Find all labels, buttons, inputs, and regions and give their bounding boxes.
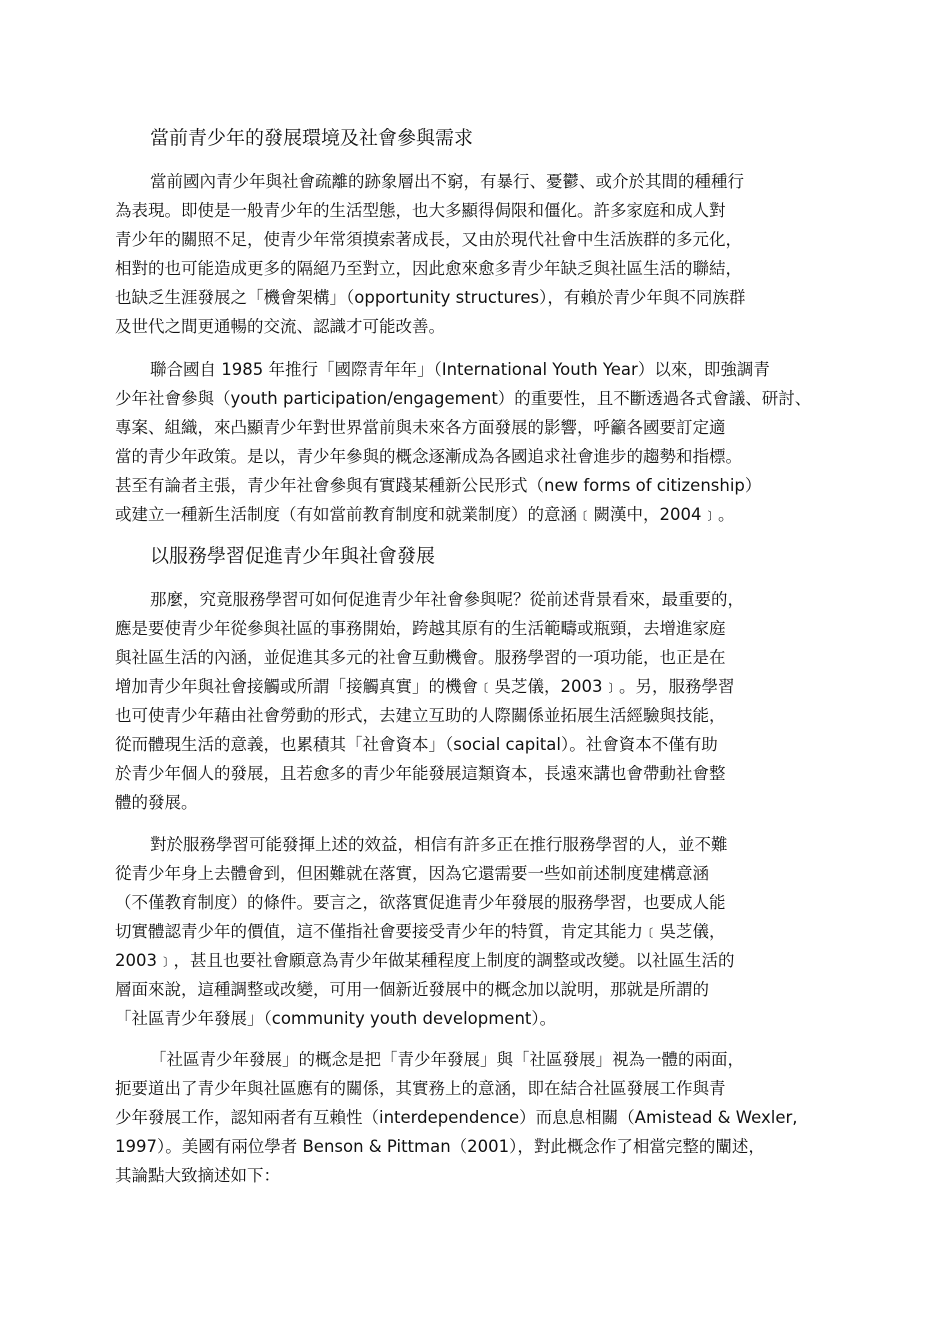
text-line: 從青少年身上去體會到，但困難就在落實，因為它還需要一些如前述制度建構意涵 bbox=[115, 864, 709, 883]
text-line: 與社區生活的內涵，並促進其多元的社會互動機會。服務學習的一項功能，也正是在 bbox=[115, 648, 726, 667]
text-line: （不僅教育制度）的條件。要言之，欲落實促進青少年發展的服務學習，也要成人能 bbox=[115, 893, 726, 912]
text-line: 「社區青少年發展」（community youth development）。 bbox=[115, 1009, 557, 1028]
text-line: 少年社會參與（youth participation/engagement）的重要性，且不斷透過各式會議、研討、 bbox=[115, 389, 812, 408]
text-line: 從而體現生活的意義，也累積其「社會資本」（social capital）。社會資本不僅有助 bbox=[115, 735, 718, 754]
text-line: 應是要使青少年從參與社區的事務開始，跨越其原有的生活範疇或瓶頸，去增進家庭 bbox=[115, 619, 726, 638]
text-line: 青少年的關照不足，使青少年常須摸索著成長，又由於現代社會中生活族群的多元化， bbox=[115, 230, 742, 249]
section-heading: 以服務學習促進青少年與社會發展 bbox=[150, 545, 436, 567]
text-line: 扼要道出了青少年與社區應有的關係，其實務上的意涵，即在結合社區發展工作與青 bbox=[115, 1079, 726, 1098]
paragraph bbox=[115, 585, 850, 817]
paragraph bbox=[115, 1045, 850, 1190]
text-line: 也可使青少年藉由社會勞動的形式，去建立互助的人際關係並拓展生活經驗與技能， bbox=[115, 706, 726, 725]
text-line: 為表現。即使是一般青少年的生活型態，也大多顯得侷限和僵化。許多家庭和成人對 bbox=[115, 201, 726, 220]
text-line: 少年發展工作，認知兩者有互賴性（interdependence）而息息相關（Amistead & Wexler, bbox=[115, 1108, 798, 1127]
text-line: 層面來說，這種調整或改變，可用一個新近發展中的概念加以說明，那就是所謂的 bbox=[115, 980, 709, 999]
text-line: 也缺乏生涯發展之「機會架構」（opportunity structures），有賴於青少年與不同族群 bbox=[115, 288, 746, 307]
text-line: 專案、組織，來凸顯青少年對世界當前與未來各方面發展的影響，呼籲各國要訂定適 bbox=[115, 418, 726, 437]
text-line: 當前國內青少年與社會疏離的跡象層出不窮，有暴行、憂鬱、或介於其間的種種行 bbox=[150, 172, 744, 191]
text-line: 相對的也可能造成更多的隔絕乃至對立，因此愈來愈多青少年缺乏與社區生活的聯結， bbox=[115, 259, 742, 278]
text-line: 體的發展。 bbox=[115, 793, 198, 812]
text-line: 或建立一種新生活制度（有如當前教育制度和就業制度）的意涵﹝闕漢中，2004﹞。 bbox=[115, 505, 735, 524]
text-line: 於青少年個人的發展，且若愈多的青少年能發展這類資本，長遠來講也會帶動社會整 bbox=[115, 764, 726, 783]
paragraph bbox=[115, 830, 850, 1033]
text-line: 那麼，究竟服務學習可如何促進青少年社會參與呢？從前述背景看來，最重要的， bbox=[150, 590, 744, 609]
paragraph bbox=[115, 355, 850, 529]
text-line: 增加青少年與社會接觸或所謂「接觸真實」的機會﹝吳芝儀，2003﹞。另，服務學習 bbox=[115, 677, 735, 696]
text-line: 對於服務學習可能發揮上述的效益，相信有許多正在推行服務學習的人，並不難 bbox=[150, 835, 728, 854]
text-line: 聯合國自 1985 年推行「國際青年年」（International Youth Year）以來，即強調青 bbox=[150, 360, 770, 379]
paragraph bbox=[115, 167, 850, 341]
text-line: 1997）。美國有兩位學者 Benson & Pittman（2001），對此概念作了相當完整的闡述， bbox=[115, 1137, 765, 1156]
text-line: 甚至有論者主張，青少年社會參與有實踐某種新公民形式（new forms of citizenship） bbox=[115, 476, 762, 495]
text-line: 及世代之間更通暢的交流、認識才可能改善。 bbox=[115, 317, 445, 336]
text-line: 2003﹞，甚且也要社會願意為青少年做某種程度上制度的調整或改變。以社區生活的 bbox=[115, 951, 735, 970]
text-line: 其論點大致摘述如下： bbox=[115, 1166, 280, 1185]
text-line: 「社區青少年發展」的概念是把「青少年發展」與「社區發展」視為一體的兩面， bbox=[150, 1050, 744, 1069]
text-line: 切實體認青少年的價值，這不僅指社會要接受青少年的特質，肯定其能力﹝吳芝儀， bbox=[115, 922, 726, 941]
section-heading: 當前青少年的發展環境及社會參與需求 bbox=[150, 127, 474, 149]
text-line: 當的青少年政策。是以，青少年參與的概念逐漸成為各國追求社會進步的趨勢和指標。 bbox=[115, 447, 742, 466]
